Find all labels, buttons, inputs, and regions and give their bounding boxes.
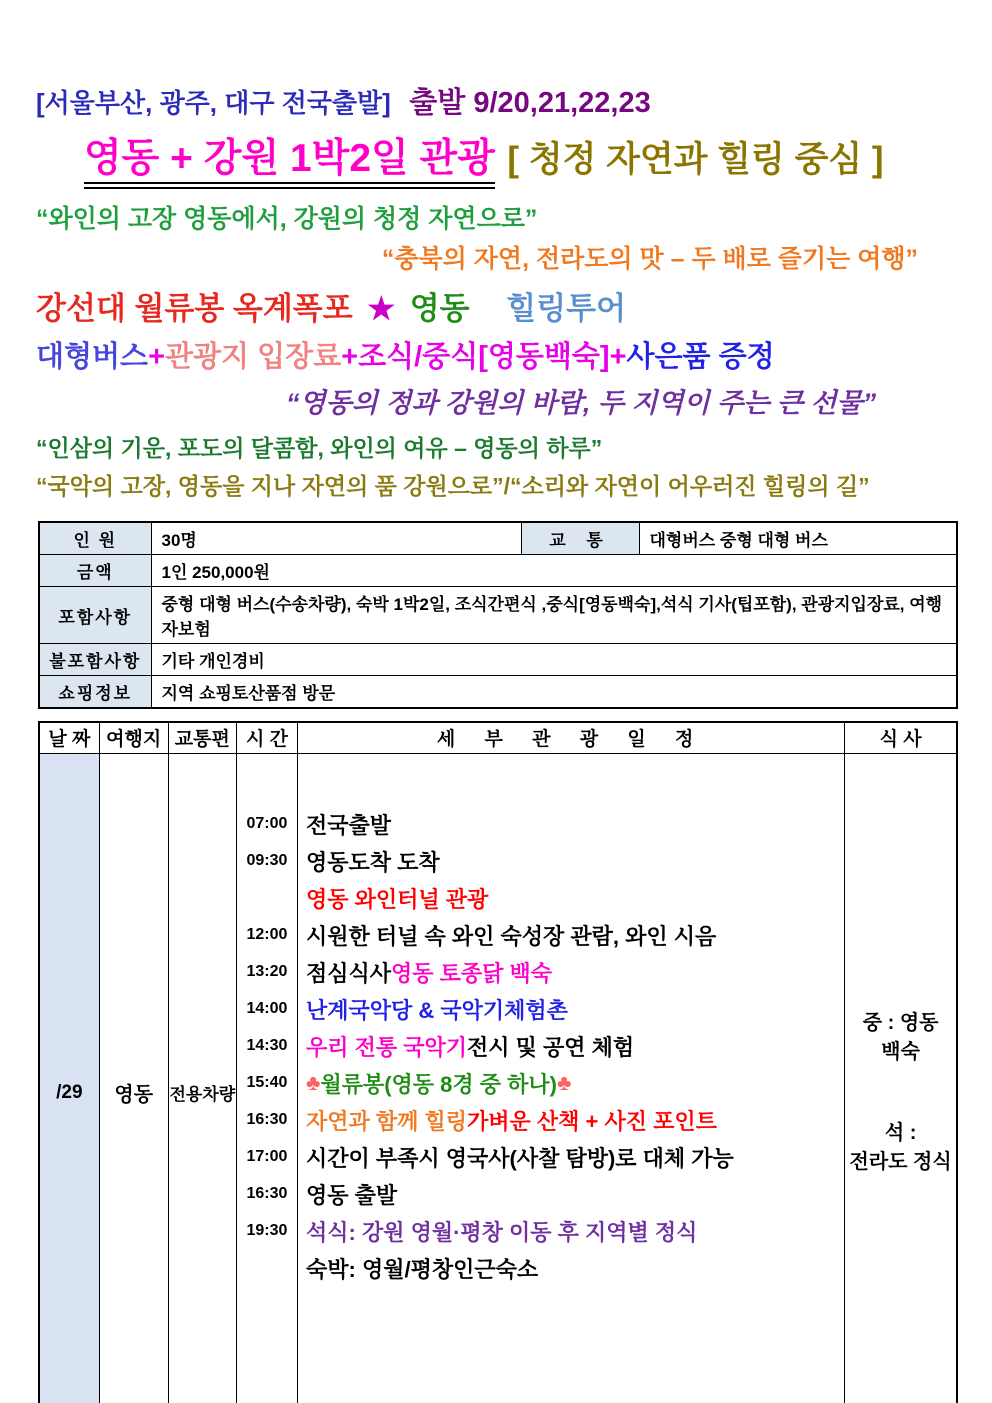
schedule-header-row <box>39 722 957 753</box>
itinerary-text: 전시 및 공연 체험 <box>467 1034 635 1060</box>
table-row <box>39 522 957 555</box>
page-title: 영동 + 강원 1박2일 관광 <box>84 137 495 189</box>
time-value: 14:00 <box>246 1000 288 1017</box>
time-value: 16:30 <box>246 1185 288 1202</box>
itinerary-line <box>298 880 844 917</box>
itinerary-text: ♣ <box>306 1070 321 1095</box>
itinerary-line <box>298 1139 844 1176</box>
itinerary-line <box>298 1028 844 1065</box>
itinerary-column <box>298 753 845 1403</box>
itinerary-text: 영동 토종닭 백숙 <box>391 960 553 986</box>
itinerary-line <box>298 1065 844 1102</box>
transport-label: 교 통 <box>521 522 639 555</box>
itinerary-text: 점심식사 <box>306 960 392 986</box>
title-line <box>84 127 956 183</box>
itinerary-line <box>298 843 844 880</box>
itinerary-text: 우리 전통 국악기 <box>306 1034 468 1060</box>
itinerary-text: 영동도착 도착 <box>306 849 440 875</box>
itinerary-line <box>298 1176 844 1213</box>
time-value: 09:30 <box>246 852 288 869</box>
meal-line: 석 : <box>884 1121 917 1144</box>
meal-box <box>845 754 956 1403</box>
table-row <box>39 555 957 587</box>
time-value: 16:30 <box>246 1111 288 1128</box>
quote-gugak: “국악의 고장, 영동을 지나 자연의 품 강원으로”/“소리와 자연이 어우러진 힐링의 길” <box>36 473 870 499</box>
itinerary-line <box>298 991 844 1028</box>
excluded-value: 기타 개인경비 <box>151 644 957 676</box>
time-value: 19:30 <box>246 1222 288 1239</box>
time-value: 13:20 <box>246 963 288 980</box>
people-value: 30명 <box>151 522 521 555</box>
header-meal: 식 사 <box>845 722 957 753</box>
schedule-body-row <box>39 753 957 1403</box>
itinerary-line <box>298 806 844 843</box>
table-row <box>39 587 957 644</box>
included-value: 중형 대형 버스(수송차량), 숙박 1박2일, 조식간편식 ,중식[영동백숙],석식 기사(팁포함), 관광지입장료, 여행자보험 <box>151 587 957 644</box>
quote-wine: “와인의 고장 영동에서, 강원의 청정 자연으로” <box>36 205 538 233</box>
departure-dates: 출발 9/20,21,22,23 <box>409 87 651 119</box>
transport-cell: 전용차량 <box>168 753 236 1403</box>
quote-chungbuk: “충북의 자연, 전라도의 맛 – 두 배로 즐기는 여행” <box>381 245 918 273</box>
spots-line <box>36 283 956 328</box>
inclusion-ticket: 관광지 입장료 <box>165 341 342 373</box>
spot-names: 강선대 월류봉 옥계폭포 <box>36 291 353 326</box>
time-value: 15:40 <box>246 1074 288 1091</box>
star-icon: ★ <box>367 291 396 326</box>
excluded-label: 불포함사항 <box>39 644 151 676</box>
header-date: 날 짜 <box>39 722 99 753</box>
plus-sign: + <box>148 341 165 373</box>
time-value: 12:00 <box>246 926 288 943</box>
destination-cell: 영동 <box>99 753 168 1403</box>
page-subtitle: [ 청정 자연과 힐링 중심 ] <box>507 140 884 179</box>
itinerary-text: 영동 와인터널 관광 <box>306 886 489 912</box>
plus-sign: + <box>341 341 359 373</box>
itinerary-text: 가벼운 산책 + 사진 포인트 <box>467 1108 717 1134</box>
time-value: 07:00 <box>246 815 288 832</box>
departure-line <box>36 80 956 121</box>
itinerary-text: 월류봉(영동 8경 중 하나) <box>320 1071 557 1097</box>
inclusions-line <box>36 334 956 375</box>
quote-gift: “영동의 정과 강원의 바람, 두 지역이 주는 큰 선물” <box>286 388 877 418</box>
time-value: 17:00 <box>246 1148 288 1165</box>
header-place: 여행지 <box>99 722 168 753</box>
time-column <box>236 753 297 1403</box>
schedule-table <box>38 721 958 1403</box>
transport-value: 대형버스 중형 대형 버스 <box>639 522 957 555</box>
itinerary-text: 석식: 강원 영월·평창 이동 후 지역별 정식 <box>306 1219 698 1245</box>
time-value: 14:30 <box>246 1037 288 1054</box>
origin-cities: [서울부산, 광주, 대구 전국출발] <box>36 88 391 118</box>
included-label: 포함사항 <box>39 587 151 644</box>
itinerary-column-inner <box>298 754 844 1403</box>
itinerary-line <box>298 1213 844 1250</box>
itinerary-text: 시원한 터널 속 와인 숙성장 관람, 와인 시음 <box>306 923 717 949</box>
price-value: 1인 250,000원 <box>151 555 957 587</box>
people-label: 인 원 <box>39 522 151 555</box>
shopping-label: 쇼핑정보 <box>39 676 151 709</box>
itinerary-text: 자연과 함께 힐링 <box>306 1108 468 1134</box>
price-label: 금액 <box>39 555 151 587</box>
quote-insam: “인삼의 기운, 포도의 달콤함, 와인의 여유 – 영동의 하루” <box>36 435 603 461</box>
meal-line: 중 : 영동 <box>862 1011 939 1034</box>
meal-dinner <box>850 1119 952 1177</box>
info-table <box>38 521 958 709</box>
meal-lunch <box>863 1009 939 1067</box>
itinerary-text: 시간이 부족시 영국사(사찰 탐방)로 대체 가능 <box>306 1145 734 1171</box>
healing-tour-label: 힐링투어 <box>506 291 627 326</box>
itinerary-line <box>298 1102 844 1139</box>
shopping-value: 지역 쇼핑토산품점 방문 <box>151 676 957 709</box>
itinerary-text: 영동 출발 <box>306 1182 398 1208</box>
meal-cell <box>845 753 957 1403</box>
table-row <box>39 644 957 676</box>
inclusion-gift: 사은품 증정 <box>626 341 775 373</box>
itinerary-line <box>298 1250 844 1287</box>
plus-sign: + <box>609 341 627 373</box>
itinerary-text: 전국출발 <box>306 812 392 838</box>
header-transport: 교통편 <box>168 722 236 753</box>
header-detail: 세 부 관 광 일 정 <box>298 722 845 753</box>
time-value <box>237 1250 297 1287</box>
itinerary-text: ♣ <box>556 1070 572 1095</box>
inclusion-meal: 조식/중식[영동백숙] <box>358 341 610 373</box>
date-cell: /29 <box>39 753 99 1403</box>
time-column-inner <box>237 754 297 1403</box>
flyer-header <box>0 0 992 501</box>
spot-region: 영동 <box>409 291 470 326</box>
itinerary-text: 난계국악당 & 국악기체험촌 <box>306 997 568 1023</box>
meal-line: 백숙 <box>881 1040 920 1063</box>
meal-line: 전라도 정식 <box>849 1150 952 1173</box>
inclusion-bus: 대형버스 <box>36 341 149 373</box>
itinerary-line <box>298 917 844 954</box>
table-row <box>39 676 957 709</box>
itinerary-text: 숙박: 영월/평창인근숙소 <box>306 1256 539 1282</box>
itinerary-line <box>298 954 844 991</box>
time-value <box>237 880 297 917</box>
header-time: 시 간 <box>236 722 297 753</box>
